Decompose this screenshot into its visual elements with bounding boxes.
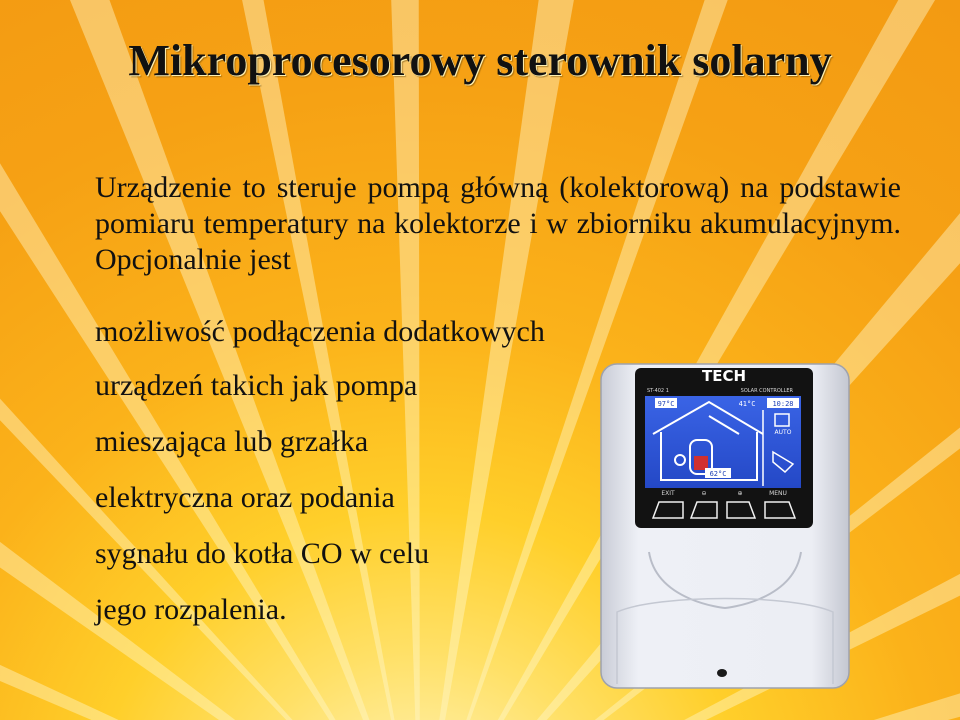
device-led	[717, 669, 727, 677]
bottom-temp: 62°C	[709, 470, 727, 478]
slide-title: Mikroprocesorowy sterownik solarny	[128, 36, 832, 85]
device-subtitle: SOLAR CONTROLLER	[740, 388, 793, 394]
brand-logo: TECH	[701, 367, 747, 385]
device-model: ST-402 1	[647, 388, 669, 394]
tank-top-temp: 41°C	[738, 400, 756, 408]
text-line: sygnału do kotła CO w celu	[95, 537, 430, 570]
exit-button-label: EXIT	[661, 490, 675, 497]
sun-ray	[370, 0, 420, 720]
clock-readout: 10:28	[772, 400, 794, 408]
menu-button-label: MENU	[769, 490, 787, 497]
solar-controller-photo	[597, 362, 853, 692]
tank-fill-icon	[694, 456, 708, 470]
intro-paragraph-last-line: możliwość podłączenia dodatkowych	[95, 315, 545, 348]
text-line: elektryczna oraz podania	[95, 481, 395, 514]
plus-button-label: ⊕	[737, 490, 743, 497]
minus-button-label: ⊖	[701, 490, 707, 497]
text-line: mieszająca lub grzałka	[95, 425, 369, 458]
collector-temp: 97°C	[657, 400, 675, 408]
intro-paragraph: Urządzenie to steruje pompą główną (kolektorową) na podstawie pomiaru temperatury na kolektorze i w zbiorniku akumulacyjnym. Opcjonalnie jest	[95, 171, 901, 276]
text-line: urządzeń takich jak pompa	[95, 369, 418, 402]
text-line: jego rozpalenia.	[95, 593, 287, 626]
mode-label: AUTO	[774, 429, 792, 436]
